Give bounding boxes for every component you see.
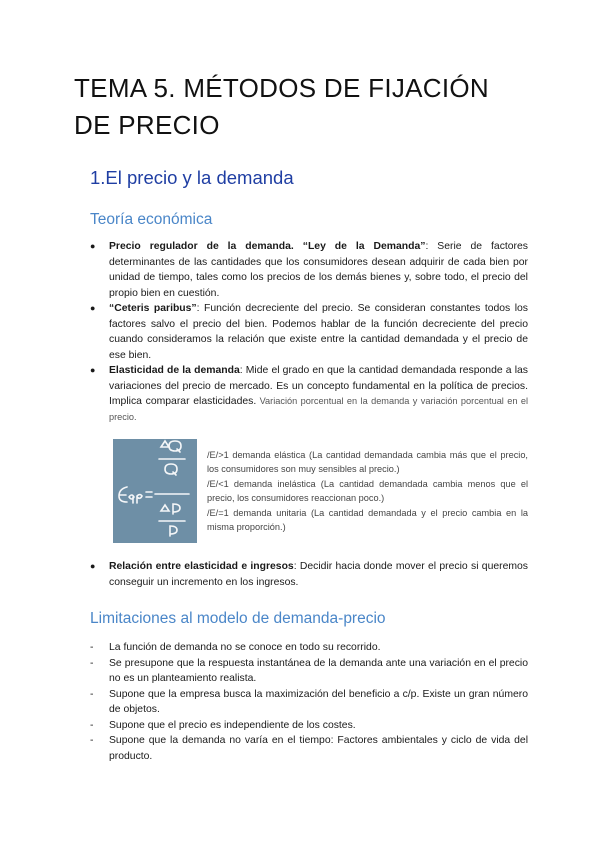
limitations-list bbox=[90, 640, 528, 764]
elasticity-note: /E/<1 demanda inelástica (La cantidad demandada cambia menos que el precio, los consumidores reaccionan poco.) bbox=[207, 479, 528, 503]
bullet-text: : Decidir hacia donde mover el precio si queremos conseguir un incremento en los ingresos. bbox=[109, 561, 528, 588]
limitation-text: Supone que la demanda no varía en el tiempo: Factores ambientales y ciclo de vida del producto. bbox=[109, 735, 528, 762]
elasticity-figure bbox=[113, 439, 528, 543]
bullet-icon: ● bbox=[90, 561, 96, 571]
limitation-text: Supone que el precio es independiente de los costes. bbox=[109, 719, 356, 731]
bullet-text: : Serie de factores determinantes de las cantidades que los consumidores desean adquirir de cada bien por unidad de tiempo, tales como los precios de los demás bienes y, sobre todo, el precio del propio bien en cuestión. bbox=[109, 241, 528, 299]
elasticity-notes bbox=[207, 448, 528, 535]
bullet-icon: ● bbox=[90, 241, 96, 251]
bullet-item bbox=[90, 301, 528, 363]
bullet-item bbox=[90, 239, 528, 301]
handwritten-formula-icon bbox=[113, 439, 197, 543]
limitation-text: Supone que la empresa busca la maximización del beneficio a c/p. Existe un gran número de objetos. bbox=[109, 688, 528, 715]
bullet-text: : Mide el grado en que la cantidad demandada responde a las variaciones del precio de mercado. Es un concepto fundamental en la política de precios. Implica comparar elasticidades. bbox=[109, 365, 528, 407]
limitation-item bbox=[90, 718, 528, 734]
dash-icon: - bbox=[90, 735, 94, 746]
limitation-text: La función de demanda no se conoce en todo su recorrido. bbox=[109, 642, 381, 653]
limitation-item bbox=[90, 656, 528, 687]
document-title: TEMA 5. MÉTODOS DE FIJACIÓN DE PRECIO bbox=[74, 73, 490, 140]
bullet-note: Variación porcentual en la demanda y variación porcentual en el precio. bbox=[109, 396, 528, 422]
limitation-item bbox=[90, 640, 528, 656]
dash-icon: - bbox=[90, 657, 94, 669]
limitation-item bbox=[90, 733, 528, 764]
bullet-item bbox=[90, 363, 528, 425]
subsection-title-theory: Teoría económica bbox=[90, 211, 213, 228]
dash-icon: - bbox=[90, 688, 94, 700]
limitation-item bbox=[90, 687, 528, 718]
elasticity-note: /E/>1 demanda elástica (La cantidad demandada cambia más que el precio, los consumidores son muy sensibles al precio.) bbox=[207, 450, 528, 474]
income-bullet-list bbox=[90, 559, 528, 590]
bullet-icon: ● bbox=[90, 365, 96, 375]
bullet-icon: ● bbox=[90, 303, 96, 313]
bullet-term: Relación entre elasticidad e ingresos bbox=[109, 561, 294, 572]
bullet-term: “Ceteris paribus” bbox=[109, 303, 197, 314]
bullet-term: Elasticidad de la demanda bbox=[109, 365, 240, 376]
bullet-item bbox=[90, 559, 528, 590]
section-title: 1.El precio y la demanda bbox=[90, 167, 294, 188]
dash-icon: - bbox=[90, 642, 94, 653]
theory-bullet-list bbox=[90, 239, 528, 425]
limitation-text: Se presupone que la respuesta instantánea de la demanda ante una variación en el precio no es un planteamiento realista. bbox=[109, 657, 528, 684]
elasticity-note: /E/=1 demanda unitaria (La cantidad demandada y el precio cambia en la misma proporción.) bbox=[207, 508, 528, 532]
elasticity-formula-image bbox=[113, 439, 197, 543]
dash-icon: - bbox=[90, 719, 94, 731]
bullet-text: : Función decreciente del precio. Se consideran constantes todos los factores salvo el precio del bien. Podemos hablar de la función decreciente del precio cuando consideramos la relación que existe entre la cantidad demandada y el precio de ese bien. bbox=[109, 303, 528, 361]
bullet-term: Precio regulador de la demanda. “Ley de la Demanda” bbox=[109, 241, 426, 252]
subsection-title-limitations: Limitaciones al modelo de demanda-precio bbox=[90, 610, 386, 627]
